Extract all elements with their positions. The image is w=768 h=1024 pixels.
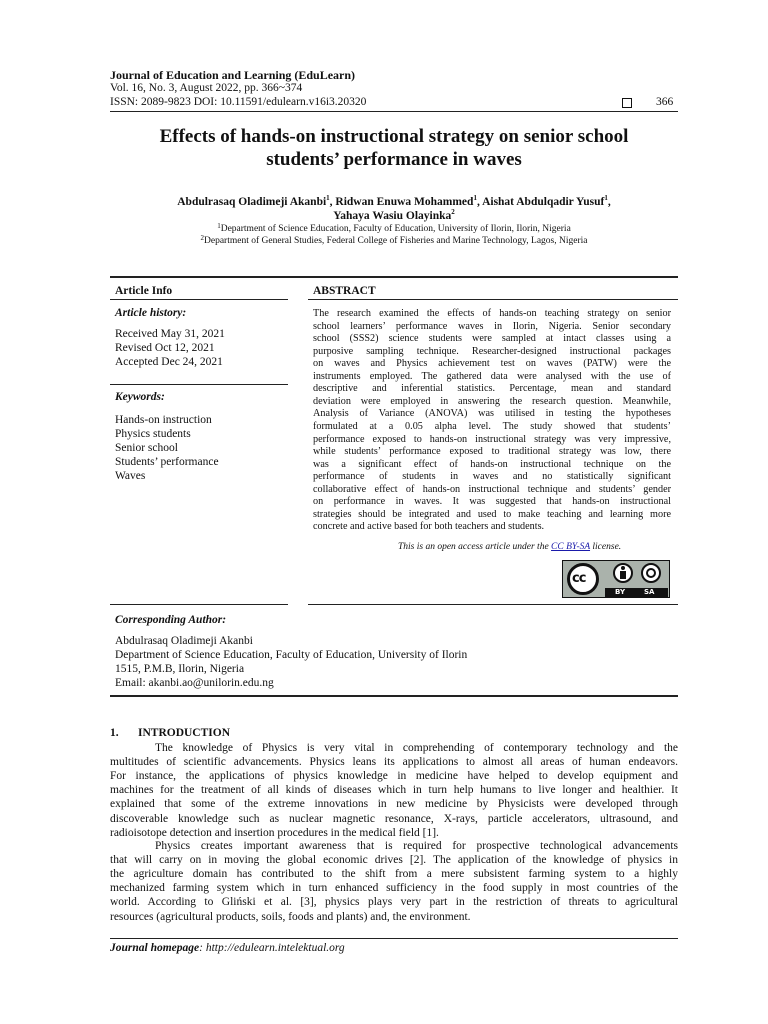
license-note (398, 542, 621, 552)
text-line: explained that some of the extreme innovations in new medicine by Physicists were developed through (110, 798, 678, 811)
abstract-heading: ABSTRACT (313, 285, 376, 297)
keywords-label: Keywords: (115, 391, 165, 403)
text-line: For instance, the applications of physics knowledge in medicine have helped to develop equipment and (110, 770, 678, 783)
affiliation-2 (110, 236, 678, 246)
text-line: while students’ performance exposed to traditional strategy was low, there (313, 446, 671, 458)
table-top-rule (110, 276, 678, 278)
text-line: was a significant effect of hands-on instructional technique on the (313, 458, 671, 470)
text-line: Analysis of Variance (ANOVA) was utilised in testing the hypotheses (313, 408, 671, 420)
text-line: strategies should be integrated and used to make teaching and learning more (313, 508, 671, 520)
section-number: 1. (110, 727, 119, 739)
keywords-bottom-rule (110, 604, 288, 605)
author-name: Yahaya Wasiu Olayinka (333, 210, 452, 222)
affil-text: Department of Science Education, Faculty of Education, University of Ilorin, Ilorin, Nigeria (220, 224, 571, 234)
text-line: Physics creates important awareness that is required for prospective technological advancements (155, 840, 678, 852)
corresponding-name: Abdulrasaq Oladimeji Akanbi (115, 635, 253, 647)
abstract-bottom-rule (308, 604, 678, 605)
cc-glyph: cc (572, 571, 586, 586)
footer-rule (110, 938, 678, 939)
history-rule (110, 384, 288, 385)
text-line: performance exposed to hands-on instructional strategy was very impressive, (313, 433, 671, 445)
text-line: multitudes of scientific advancements. Physics leans its applications to almost all areas of human endeavors. (110, 756, 678, 769)
accepted-date: Accepted Dec 24, 2021 (115, 356, 223, 368)
affiliation-1 (110, 224, 678, 234)
keyword-item: Senior school (115, 442, 178, 454)
sa-label: SA (644, 588, 655, 596)
text-line: that will carry on in moving the global economic drives [2]. The application of the knowledge of physics in (110, 854, 678, 867)
keyword-item: Hands-on instruction (115, 414, 212, 426)
text-line: the agriculture domain has contributed to the shift from a mere subsistent farming system to a highly (110, 868, 678, 881)
text-line: The knowledge of Physics is very vital in comprehending of contemporary technology and the (155, 742, 678, 754)
share-alike-arc (646, 568, 656, 578)
text-line: performance of students in waves and no statistically significant (313, 471, 671, 483)
square-icon (622, 98, 632, 108)
journal-name: Journal of Education and Learning (EduLearn) (110, 68, 356, 82)
journal-volume: Vol. 16, No. 3, August 2022, pp. 366~374 (110, 82, 303, 94)
by-label: BY (615, 588, 626, 596)
text-line: school learners’ performance waves in Ilorin, Nigeria. Senior secondary (313, 320, 671, 332)
cc-by-sa-badge[interactable] (562, 560, 670, 598)
text-line: resources (agricultural products, soils, foods and plants) and, the environment. (110, 910, 471, 923)
person-head (621, 566, 625, 570)
article-history-label: Article history: (115, 307, 187, 319)
text-line: instruments employed. The gathered data were analysed with the use of (313, 370, 671, 382)
text-line: school (SSS2) science students were sampled at intact classes using a (313, 333, 671, 345)
author-separator: , (607, 196, 611, 208)
homepage-label: Journal homepage (110, 942, 200, 954)
author-separator: , (476, 196, 483, 208)
corresponding-label: Corresponding Author: (115, 614, 227, 626)
affil-sup: 1 (217, 222, 221, 230)
author-line1 (110, 196, 678, 208)
text-line: descriptive and inferential statistics. Percentage, mean and standard (313, 383, 671, 395)
author-affil-sup: 1 (473, 194, 477, 202)
paper-title-line1: Effects of hands-on instructional strategy on senior school (159, 126, 629, 147)
text-line: concrete and active based for both teachers and students. (313, 521, 545, 533)
text-line: on performance in waves. It was suggested that hands-on instructional (313, 496, 671, 508)
keyword-item: Students’ performance (115, 456, 219, 468)
keyword-item: Waves (115, 470, 146, 482)
header-rule (110, 111, 678, 112)
homepage-separator: : (199, 942, 206, 954)
text-line: purposive sampling technique. Researcher-designed instructional packages (313, 345, 671, 357)
attribution-icon (613, 563, 633, 583)
journal-homepage (110, 942, 345, 954)
license-text: license. (590, 542, 622, 552)
text-line: mechanized farming system which in turn enhanced sufficiency in the food supply in most countries of the (110, 882, 678, 895)
table-bottom-rule (110, 695, 678, 697)
revised-date: Revised Oct 12, 2021 (115, 342, 215, 354)
journal-issn: ISSN: 2089-9823 DOI: 10.11591/edulearn.v16i3.20320 (110, 96, 367, 108)
author-name: Abdulrasaq Oladimeji Akanbi (177, 196, 327, 208)
text-line: formulated at a 0.05 alpha level. The study showed that students’ (313, 420, 671, 432)
article-info-heading: Article Info (115, 285, 173, 297)
text-line: The research examined the effects of hands-on teaching strategy on senior (313, 308, 671, 319)
article-info-rule (110, 299, 288, 300)
text-line: discoverable knowledge such as nuclear magnetic resonance, X-rays, particle accelerators, ultrasound, and (110, 812, 678, 825)
received-date: Received May 31, 2021 (115, 328, 225, 340)
keyword-item: Physics students (115, 428, 191, 440)
abstract-rule (308, 299, 678, 300)
license-link[interactable]: CC BY-SA (551, 542, 591, 552)
text-line: on waves and Physics achievement test on waves (PATW) were the (313, 358, 671, 370)
cc-logo-icon (567, 563, 599, 595)
author-name: Ridwan Enuwa Mohammed (335, 196, 474, 208)
person-body (620, 571, 626, 579)
corresponding-address: 1515, P.M.B, Ilorin, Nigeria (115, 663, 245, 675)
corresponding-dept: Department of Science Education, Faculty of Education, University of Ilorin (115, 649, 468, 661)
text-line: machines for the treatment of all kinds of diseases which in turn help humans to live longer and healthier. It (110, 784, 678, 797)
author-affil-sup: 1 (326, 194, 330, 202)
license-text: This is an open access article under the (398, 542, 552, 552)
share-alike-icon (641, 563, 661, 583)
text-line: radioisotope detection and insertion procedures in the medical field [1]. (110, 826, 439, 839)
author-separator: , (329, 196, 336, 208)
affil-text: Department of General Studies, Federal College of Fisheries and Marine Technology, Lagos, Nigeria (204, 236, 588, 246)
homepage-url[interactable]: http://edulearn.intelektual.org (205, 942, 345, 954)
page-number: 366 (656, 96, 674, 108)
corresponding-email[interactable]: Email: akanbi.ao@unilorin.edu.ng (115, 677, 274, 689)
author-affil-sup: 2 (451, 208, 455, 216)
author-line2 (110, 210, 678, 222)
section-heading: INTRODUCTION (138, 727, 231, 739)
author-name: Aishat Abdulqadir Yusuf (482, 196, 605, 208)
affil-sup: 2 (200, 234, 205, 242)
text-line: collaborative effect of hands-on instructional technique and students’ gender (313, 483, 671, 495)
text-line: deviation were employed in answering the research question. Meanwhile, (313, 395, 671, 407)
paper-title-line2: students’ performance in waves (266, 149, 522, 170)
author-affil-sup: 1 (604, 194, 608, 202)
text-line: world. According to Gliński et al. [3], physics plays very part in the restriction of threats to agricultural (110, 896, 678, 909)
